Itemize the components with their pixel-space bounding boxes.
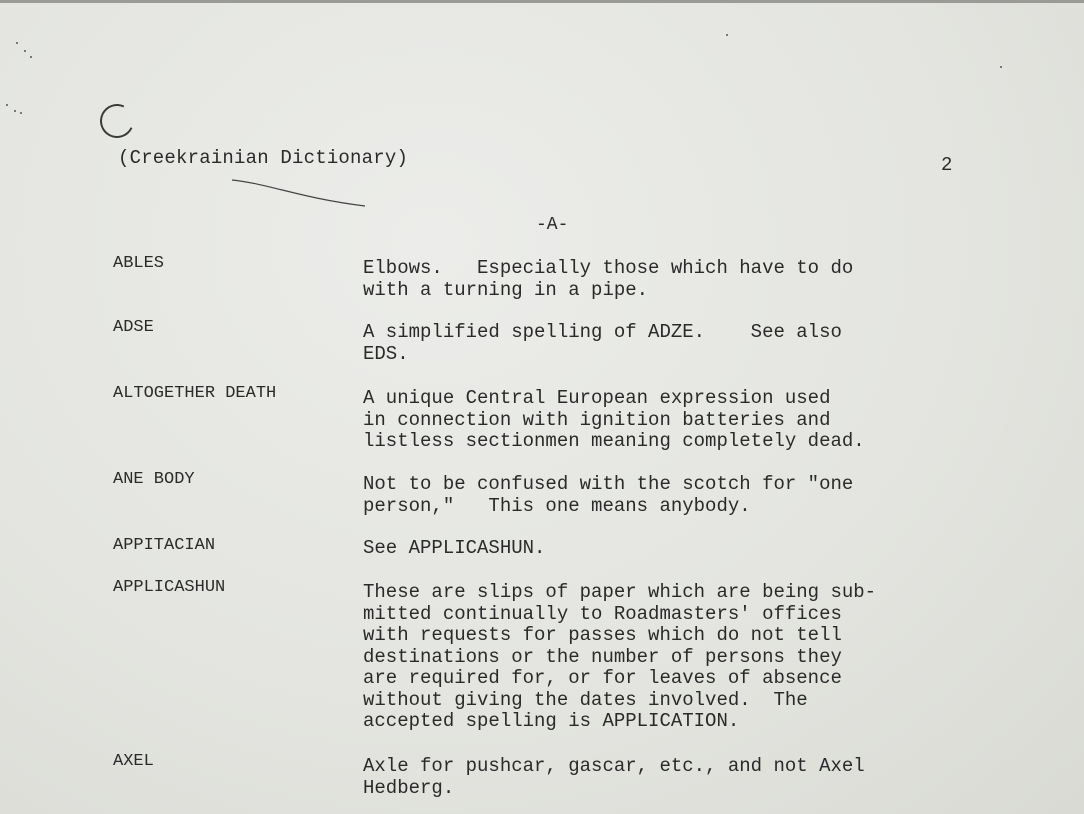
entry-term: ABLES <box>113 254 165 273</box>
page-number: 2 <box>941 154 953 176</box>
entry-term: ANE BODY <box>113 470 195 489</box>
pen-stroke-mark <box>230 176 370 216</box>
entry-term: APPLICASHUN <box>113 578 226 597</box>
entry-term: ALTOGETHER DEATH <box>113 384 277 403</box>
top-edge-line <box>0 0 1084 3</box>
entry-definition: Axle for pushcar, gascar, etc., and not Axel Hedberg. <box>363 755 865 799</box>
speck <box>16 42 18 44</box>
speck <box>726 34 728 36</box>
speck <box>20 112 22 114</box>
speck <box>14 110 16 112</box>
speck <box>6 104 8 106</box>
section-heading: -A- <box>536 215 569 235</box>
entry-definition: See APPLICASHUN. <box>363 537 546 559</box>
entry-term: AXEL <box>113 752 154 771</box>
entry-definition: Not to be confused with the scotch for "one person," This one means anybody. <box>363 473 854 517</box>
entry-definition: Elbows. Especially those which have to do with a turning in a pipe. <box>363 257 854 301</box>
entry-term: ADSE <box>113 318 154 337</box>
entry-definition: These are slips of paper which are being sub- mitted continually to Roadmasters' offices with requests for passes which do not tell destinations or the number of persons they are required for, or for leaves of absence without giving the dates involved. The accepted spelling is APPLICATION. <box>363 581 877 732</box>
document-title: (Creekrainian Dictionary) <box>118 147 409 169</box>
speck <box>24 50 26 52</box>
punch-hole-mark <box>95 99 139 143</box>
entry-definition: A unique Central European expression used in connection with ignition batteries and listless sectionmen meaning completely dead. <box>363 387 865 452</box>
entry-term: APPITACIAN <box>113 536 216 555</box>
entry-definition: A simplified spelling of ADZE. See also EDS. <box>363 321 842 365</box>
speck <box>1000 66 1002 68</box>
speck <box>30 56 32 58</box>
